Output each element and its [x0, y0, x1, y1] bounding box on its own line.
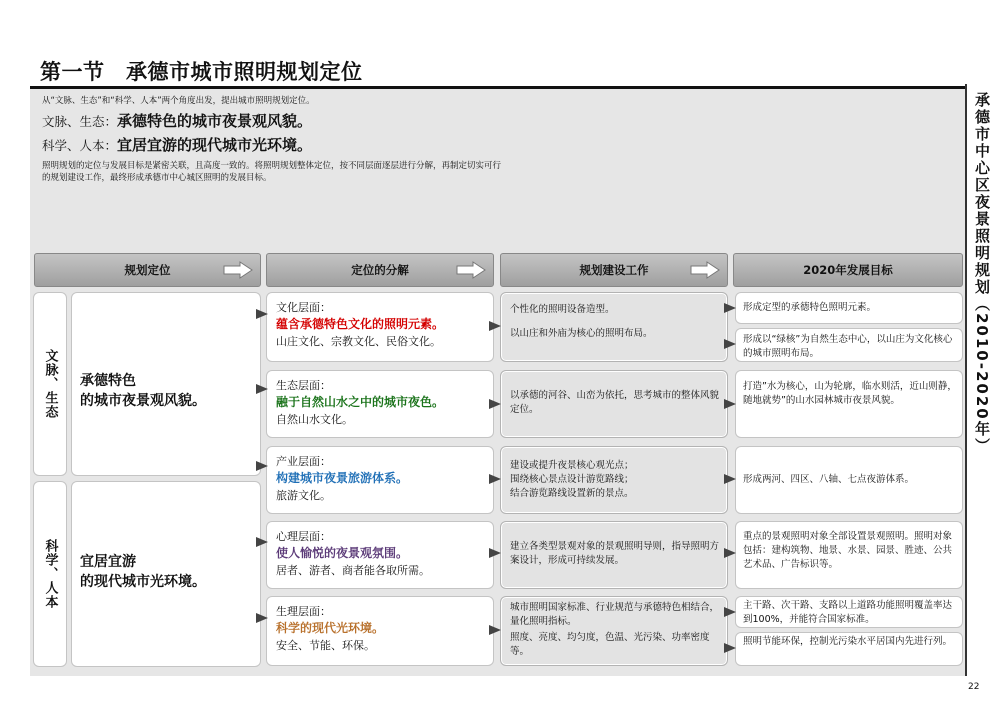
layer-ecology — [266, 370, 494, 438]
headline-science — [42, 134, 312, 155]
triangle-right-icon — [724, 473, 736, 485]
intro-paragraph: 照明规划的定位与发展目标是紧密关联，且高度一致的。将照明规划整体定位，按不同层面逐层进行分解，再制定切实可行的规划建设工作，最终形成承德市中心城区照明的发展目标。 — [42, 161, 502, 183]
triangle-right-icon — [489, 547, 501, 559]
column-header-label: 规划建设工作 — [579, 263, 649, 277]
layer-sub: 旅游文化。 — [276, 489, 331, 502]
work-industry — [500, 446, 728, 514]
column-header-position — [34, 253, 261, 287]
work-psychology — [500, 521, 728, 589]
column-header-label: 规划定位 — [124, 263, 171, 277]
layer-title: 产业层面： — [276, 455, 331, 468]
layer-physiology — [266, 596, 494, 666]
work-line: 个性化的照明设备造型。 — [510, 304, 615, 315]
layer-sub: 安全、节能、环保。 — [276, 639, 375, 652]
right-arrow-icon — [690, 261, 720, 279]
layer-title: 心理层面： — [276, 530, 331, 543]
work-line: 建立各类型景观对象的景观照明导则，指导照明方案设计，形成可持续发展。 — [510, 541, 720, 566]
triangle-right-icon — [724, 302, 736, 314]
layer-title: 生理层面： — [276, 605, 331, 618]
page-number: 22 — [968, 682, 980, 692]
column-header-work — [500, 253, 728, 287]
triangle-right-icon — [256, 612, 268, 624]
layer-key: 使人愉悦的夜景观氛围。 — [276, 546, 409, 560]
layer-sub: 山庄文化、宗教文化、民俗文化。 — [276, 335, 441, 348]
layer-key: 蕴含承德特色文化的照明元素。 — [276, 317, 445, 331]
triangle-right-icon — [489, 473, 501, 485]
side-panel — [965, 84, 1000, 676]
triangle-right-icon — [724, 398, 736, 410]
work-line: 照度、亮度、均匀度，色温、光污染、功率密度等。 — [510, 632, 710, 657]
triangle-right-icon — [724, 642, 736, 654]
triangle-right-icon — [256, 536, 268, 548]
work-line: 结合游览路线设置新的景点。 — [510, 488, 634, 499]
work-line: 围绕核心景点设计游览路线； — [510, 474, 634, 485]
work-line: 以承德的河谷、山峦为依托，思考城市的整体风貌定位。 — [510, 390, 720, 415]
side-title: 承德市中心区夜景照明规划（2010-2020年） — [973, 92, 991, 455]
goal-item: 形成以“绿核”为自然生态中心，以山庄为文化核心的城市照明布局。 — [735, 328, 963, 362]
column-header-decomposition — [266, 253, 494, 287]
triangle-right-icon — [256, 460, 268, 472]
layer-psychology — [266, 521, 494, 589]
triangle-right-icon — [256, 308, 268, 320]
layer-culture — [266, 292, 494, 362]
triangle-right-icon — [724, 606, 736, 618]
triangle-right-icon — [256, 383, 268, 395]
layer-key: 科学的现代光环境。 — [276, 621, 385, 635]
work-line: 城市照明国家标准、行业规范与承德特色相结合，量化照明指标。 — [510, 602, 720, 627]
right-arrow-icon — [223, 261, 253, 279]
layer-key: 构建城市夜景旅游体系。 — [276, 471, 409, 485]
triangle-right-icon — [489, 320, 501, 332]
group-label-text: 科学、人本 — [42, 539, 58, 609]
layer-industry — [266, 446, 494, 514]
triangle-right-icon — [724, 338, 736, 350]
layer-key: 融于自然山水之中的城市夜色。 — [276, 395, 445, 409]
intro-line: 从“文脉、生态”和“科学、人本”两个角度出发，提出城市照明规划定位。 — [42, 96, 315, 106]
work-physiology — [500, 596, 728, 666]
column-header-label: 2020年发展目标 — [803, 263, 893, 277]
group-label-culture — [33, 292, 67, 476]
layer-sub: 居者、游者、商者能各取所需。 — [276, 564, 430, 577]
goal-item: 形成定型的承德特色照明元素。 — [735, 292, 963, 324]
headline-culture-prefix: 文脉、生态： — [42, 114, 118, 129]
group-label-science — [33, 481, 67, 667]
work-culture — [500, 292, 728, 362]
position-culture: 承德特色 的城市夜景观风貌。 — [71, 292, 261, 476]
layer-title: 文化层面： — [276, 301, 331, 314]
headline-culture — [42, 110, 312, 131]
triangle-right-icon — [724, 547, 736, 559]
title-divider — [30, 86, 965, 89]
headline-science-main: 宜居宜游的现代城市光环境。 — [117, 136, 313, 154]
headline-science-prefix: 科学、人本： — [42, 138, 118, 153]
column-header-goals — [733, 253, 963, 287]
headline-culture-main: 承德特色的城市夜景观风貌。 — [117, 112, 313, 130]
triangle-right-icon — [489, 624, 501, 636]
layer-title: 生态层面： — [276, 379, 331, 392]
goal-item: 照明节能环保，控制光污染水平居国内先进行列。 — [735, 632, 963, 666]
goal-item: 形成两河、四区、八轴、七点夜游体系。 — [735, 446, 963, 514]
right-arrow-icon — [456, 261, 486, 279]
goal-item: 主干路、次干路、支路以上道路功能照明覆盖率达到100%，并能符合国家标准。 — [735, 596, 963, 628]
work-line: 以山庄和外庙为核心的照明布局。 — [510, 328, 653, 339]
goal-item: 重点的景观照明对象全部设置景观照明。照明对象包括：建构筑物、地景、水景、园景、胜迹、公共艺术品、广告标识等。 — [735, 521, 963, 589]
position-science: 宜居宜游 的现代城市光环境。 — [71, 481, 261, 667]
triangle-right-icon — [489, 398, 501, 410]
work-line: 建设或提升夜景核心观光点； — [510, 460, 634, 471]
page-title: 第一节 承德市城市照明规划定位 — [40, 60, 363, 84]
work-ecology — [500, 370, 728, 438]
column-header-label: 定位的分解 — [351, 263, 409, 277]
layer-sub: 自然山水文化。 — [276, 413, 353, 426]
goal-item: 打造”水为核心，山为轮廓，临水则活，近山则静，随地就势”的山水园林城市夜景风貌。 — [735, 370, 963, 438]
group-label-text: 文脉、生态 — [42, 349, 58, 419]
